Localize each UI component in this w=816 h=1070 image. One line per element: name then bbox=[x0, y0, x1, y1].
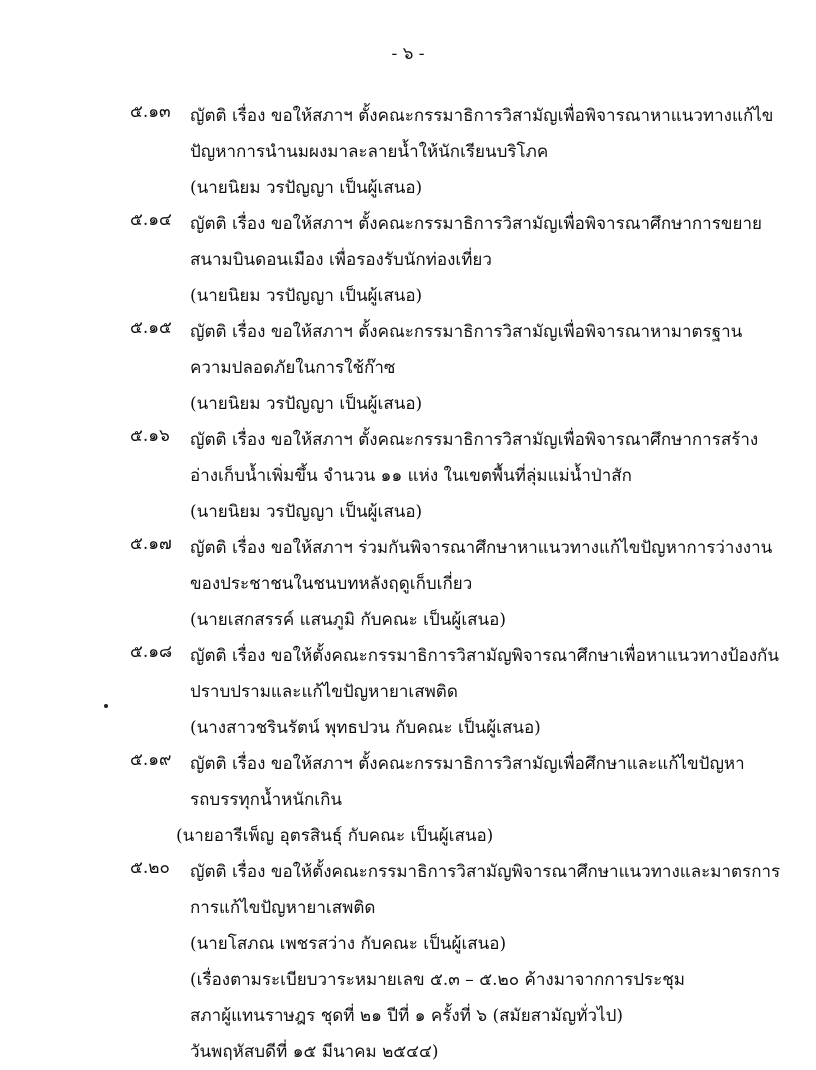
item-number: ๕.๑๕ bbox=[130, 318, 172, 338]
item-proposer: (นางสาวชรินรัตน์ พุทธปวน กับคณะ เป็นผู้เสนอ) bbox=[190, 718, 541, 738]
item-title-line: ปัญหาการนำนมผงมาละลายน้ำให้นักเรียนบริโภค bbox=[190, 142, 549, 162]
item-title-line: สนามบินดอนเมือง เพื่อรองรับนักท่องเที่ยว bbox=[190, 250, 492, 270]
agenda-item bbox=[0, 314, 816, 422]
item-title-line: ญัตติ เรื่อง ขอให้สภาฯ ตั้งคณะกรรมาธิการวิสามัญเพื่อพิจารณาศึกษาการสร้าง bbox=[190, 430, 759, 450]
item-title-line: ของประชาชนในชนบทหลังฤดูเก็บเกี่ยว bbox=[190, 574, 473, 594]
agenda-item bbox=[0, 530, 816, 638]
item-proposer: (นายโสภณ เพชรสว่าง กับคณะ เป็นผู้เสนอ) bbox=[190, 934, 507, 954]
page-number: - ๖ - bbox=[391, 44, 425, 64]
item-proposer: (นายนิยม วรปัญญา เป็นผู้เสนอ) bbox=[190, 502, 423, 522]
item-number: ๕.๑๔ bbox=[130, 210, 172, 230]
item-title-line: ปราบปรามและแก้ไขปัญหายาเสพติด bbox=[190, 682, 458, 702]
item-number: ๕.๑๙ bbox=[130, 750, 172, 770]
carryover-note-line: สภาผู้แทนราษฎร ชุดที่ ๒๑ ปีที่ ๑ ครั้งที่ ๖ (สมัยสามัญทั่วไป) bbox=[190, 1006, 624, 1026]
item-proposer: (นายนิยม วรปัญญา เป็นผู้เสนอ) bbox=[190, 178, 423, 198]
item-title-line: ญัตติ เรื่อง ขอให้ตั้งคณะกรรมาธิการวิสามัญพิจารณาศึกษาแนวทางและมาตรการ bbox=[190, 862, 781, 882]
carryover-note bbox=[0, 962, 816, 1070]
item-title-line: ญัตติ เรื่อง ขอให้ตั้งคณะกรรมาธิการวิสามัญพิจารณาศึกษาเพื่อหาแนวทางป้องกัน bbox=[190, 646, 779, 666]
item-number: ๕.๑๓ bbox=[130, 102, 171, 122]
item-title-line: ญัตติ เรื่อง ขอให้สภาฯ ตั้งคณะกรรมาธิการวิสามัญเพื่อพิจารณาหาแนวทางแก้ไข bbox=[190, 106, 774, 126]
item-title-line: อ่างเก็บน้ำเพิ่มขึ้น จำนวน ๑๑ แห่ง ในเขตพื้นที่ลุ่มแม่น้ำป่าสัก bbox=[190, 466, 632, 486]
item-title-line: ญัตติ เรื่อง ขอให้สภาฯ ตั้งคณะกรรมาธิการวิสามัญเพื่อพิจารณาหามาตรฐาน bbox=[190, 322, 743, 342]
item-proposer: (นายนิยม วรปัญญา เป็นผู้เสนอ) bbox=[190, 286, 423, 306]
item-number: ๕.๒๐ bbox=[130, 858, 170, 878]
item-title-line: ญัตติ เรื่อง ขอให้สภาฯ ตั้งคณะกรรมาธิการวิสามัญเพื่อศึกษาและแก้ไขปัญหา bbox=[190, 754, 745, 774]
item-title-line: รถบรรทุกน้ำหนักเกิน bbox=[190, 790, 342, 810]
agenda-item bbox=[0, 638, 816, 746]
item-title-line: ญัตติ เรื่อง ขอให้สภาฯ ร่วมกันพิจารณาศึกษาหาแนวทางแก้ไขปัญหาการว่างงาน bbox=[190, 538, 773, 558]
item-proposer: (นายอารีเพ็ญ อุตรสินธุ์ กับคณะ เป็นผู้เสนอ) bbox=[176, 826, 494, 846]
agenda-item bbox=[0, 422, 816, 530]
item-proposer: (นายเสกสรรค์ แสนภูมิ กับคณะ เป็นผู้เสนอ) bbox=[190, 610, 507, 630]
scan-speck bbox=[104, 704, 108, 708]
agenda-item bbox=[0, 854, 816, 962]
carryover-note-line: วันพฤหัสบดีที่ ๑๕ มีนาคม ๒๕๔๔) bbox=[190, 1042, 439, 1062]
item-title-line: ญัตติ เรื่อง ขอให้สภาฯ ตั้งคณะกรรมาธิการวิสามัญเพื่อพิจารณาศึกษาการขยาย bbox=[190, 214, 762, 234]
item-proposer: (นายนิยม วรปัญญา เป็นผู้เสนอ) bbox=[190, 394, 423, 414]
agenda-list bbox=[0, 98, 816, 1070]
item-title-line: ความปลอดภัยในการใช้ก๊าซ bbox=[190, 358, 396, 378]
item-number: ๕.๑๖ bbox=[130, 426, 170, 446]
agenda-item bbox=[0, 98, 816, 206]
carryover-note-line: (เรื่องตามระเบียบวาระหมายเลข ๕.๓ – ๕.๒๐ ค้างมาจากการประชุม bbox=[190, 970, 686, 990]
item-title-line: การแก้ไขปัญหายาเสพติด bbox=[190, 898, 376, 918]
item-number: ๕.๑๘ bbox=[130, 642, 173, 662]
agenda-item bbox=[0, 746, 816, 854]
item-number: ๕.๑๗ bbox=[130, 534, 172, 554]
agenda-item bbox=[0, 206, 816, 314]
